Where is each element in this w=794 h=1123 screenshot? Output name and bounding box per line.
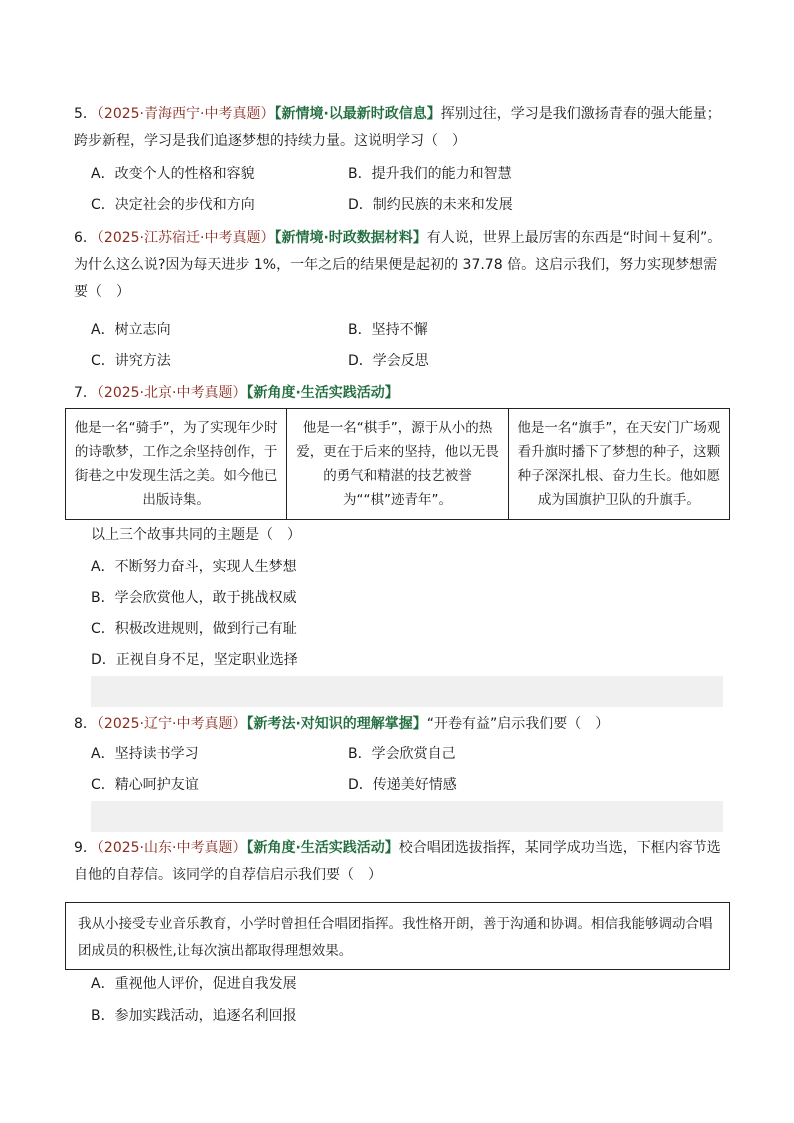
question-source: （2025·山东·中考真题） — [96, 840, 247, 856]
question-tag: 【新角度·生活实践活动】 — [246, 385, 399, 401]
option-b[interactable]: B．坚持不懈 — [348, 322, 428, 338]
question-tag: 【新考法·对知识的理解掌握】 — [246, 716, 427, 732]
question-source: （2025·北京·中考真题） — [96, 385, 247, 401]
question-stem: 以上三个故事共同的主题是（ ） — [91, 527, 301, 543]
option-a[interactable]: A．树立志向 — [91, 322, 171, 338]
question-tag: 【新角度·生活实践活动】 — [246, 840, 399, 856]
option-c[interactable]: C．决定社会的步伐和方向 — [91, 197, 255, 213]
answer-area[interactable] — [91, 676, 723, 707]
question-9 — [74, 835, 726, 889]
option-d[interactable]: D．传递美好情感 — [348, 777, 457, 793]
question-stem: 校合唱团选拔指挥，某同学成功当选，下框内容节选自他的自荐信。该同学的自荐信启示我们要（ ） — [74, 840, 721, 883]
option-b[interactable]: B．参加实践活动，追逐名利回报 — [91, 1008, 297, 1024]
question-number: 8． — [74, 716, 97, 732]
question-6 — [74, 225, 726, 306]
option-c[interactable]: C．精心呵护友谊 — [91, 777, 199, 793]
question-source: （2025·辽宁·中考真题） — [96, 716, 247, 732]
question-stem: 有人说，世界上最厉害的东西是“时间＋复利”。为什么这么说?因为每天进步 1%，一年之后的结果便是起初的 37.78 倍。这启示我们，努力实现梦想需要（ ） — [74, 230, 722, 300]
option-c[interactable]: C．讲究方法 — [91, 353, 171, 369]
recommendation-letter-box: 我从小接受专业音乐教育，小学时曾担任合唱团指挥。我性格开朗，善于沟通和协调。相信我能够调动合唱团成员的积极性,让每次演出都取得理想效果。 — [65, 902, 730, 970]
option-d[interactable]: D．学会反思 — [348, 353, 429, 369]
answer-area[interactable] — [91, 801, 723, 832]
option-b[interactable]: B．学会欣赏自己 — [348, 746, 456, 762]
question-number: 9． — [74, 840, 97, 856]
question-tag: 【新情境·以最新时政信息】 — [274, 106, 441, 122]
question-source: （2025·江苏宿迁·中考真题） — [96, 230, 275, 246]
question-stem: 挥别过往，学习是我们激扬青春的强大能量；跨步新程，学习是我们追逐梦想的持续力量。这说明学习（ ） — [74, 106, 721, 149]
option-a[interactable]: A．坚持读书学习 — [91, 746, 199, 762]
story-rider: 他是一名“骑手”，为了实现年少时的诗歌梦，工作之余坚持创作，于街巷之中发现生活之美。如今他已出版诗集。 — [66, 409, 287, 520]
option-b[interactable]: B．提升我们的能力和智慧 — [348, 166, 512, 182]
question-5 — [74, 101, 726, 155]
option-c[interactable]: C．积极改进规则，做到行己有耻 — [91, 621, 297, 637]
stories-table — [65, 408, 730, 520]
option-a[interactable]: A．不断努力奋斗，实现人生梦想 — [91, 559, 297, 575]
option-d[interactable]: D．正视自身不足，坚定职业选择 — [91, 652, 298, 668]
question-8 — [74, 711, 726, 738]
option-a[interactable]: A．改变个人的性格和容貌 — [91, 166, 255, 182]
option-a[interactable]: A．重视他人评价，促进自我发展 — [91, 976, 297, 992]
question-number: 6． — [74, 230, 97, 246]
story-chess: 他是一名“棋手”，源于从小的热爱，更在于后来的坚持，他以无畏的勇气和精湛的技艺被誉为““棋”迹青年”。 — [287, 409, 508, 520]
story-flag: 他是一名“旗手”，在天安门广场观看升旗时播下了梦想的种子，这颗种子深深扎根、奋力生长。他如愿成为国旗护卫队的升旗手。 — [508, 409, 729, 520]
question-number: 5． — [74, 106, 97, 122]
question-number: 7． — [74, 385, 97, 401]
question-tag: 【新情境·时政数据材料】 — [274, 230, 427, 246]
question-source: （2025·青海西宁·中考真题） — [96, 106, 275, 122]
option-d[interactable]: D．制约民族的未来和发展 — [348, 197, 513, 213]
option-b[interactable]: B．学会欣赏他人，敢于挑战权威 — [91, 590, 297, 606]
question-7 — [74, 380, 726, 407]
question-stem: “开卷有益”启示我们要（ ） — [426, 716, 610, 732]
